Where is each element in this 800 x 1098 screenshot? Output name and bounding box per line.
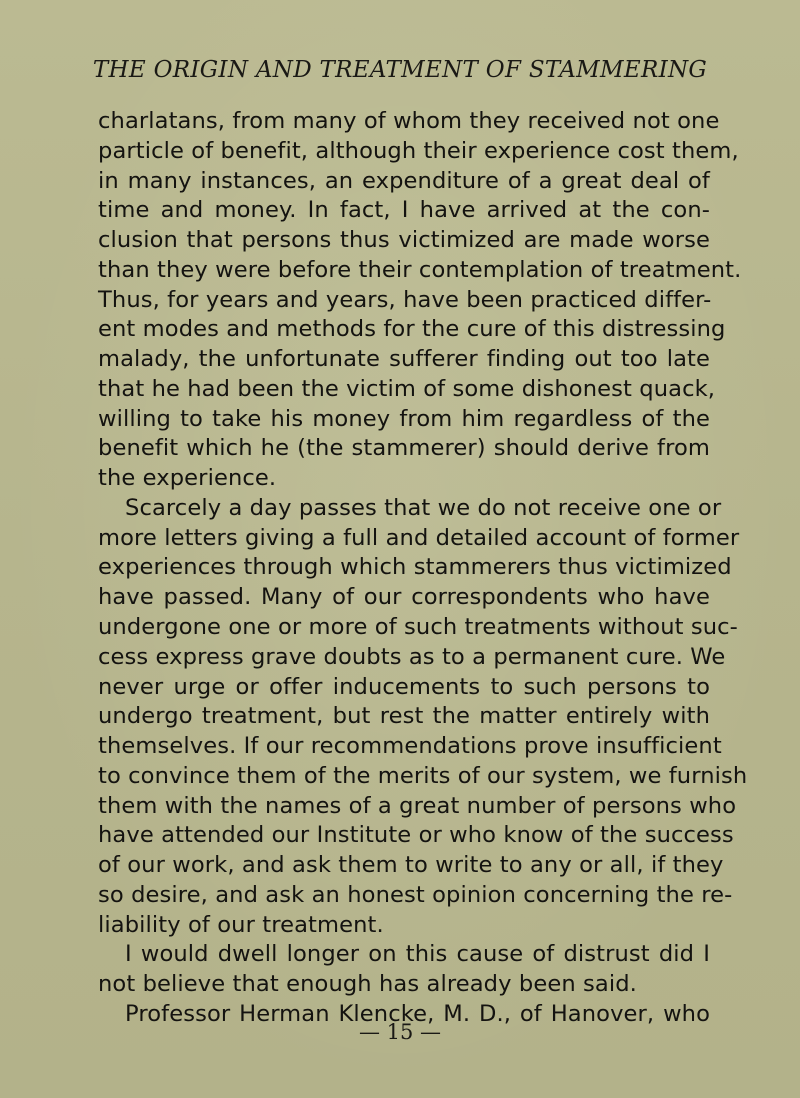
text-line: undergone one or more of such treatments without suc-: [98, 614, 738, 641]
text-line: them with the names of a great number of persons who: [98, 792, 737, 819]
text-line: willing to take his money from him regardless of the: [98, 405, 710, 432]
text-line: have attended our Institute or who know of the success: [98, 822, 734, 849]
text-line: so desire, and ask an honest opinion concerning the re-: [98, 881, 733, 908]
text-line: cess express grave doubts as to a permanent cure. We: [98, 643, 726, 670]
text-line: experiences through which stammerers thus victimized: [98, 554, 732, 581]
text-line: more letters giving a full and detailed account of former: [98, 524, 740, 551]
body-text: [98, 107, 748, 1030]
text-line: of our work, and ask them to write to any or all, if they: [98, 852, 724, 879]
text-line: Thus, for years and years, have been practiced differ-: [98, 286, 712, 313]
text-line: benefit which he (the stammerer) should derive from: [98, 435, 710, 462]
running-head: THE ORIGIN AND TREATMENT OF STAMMERING: [92, 57, 708, 83]
text-line: to convince them of the merits of our system, we furnish: [98, 762, 748, 789]
text-line: Scarcely a day passes that we do not receive one or: [125, 494, 722, 521]
text-line: have passed. Many of our correspondents who have: [98, 584, 710, 611]
text-line: undergo treatment, but rest the matter entirely with: [98, 703, 710, 730]
text-line: time and money. In fact, I have arrived at the con-: [98, 197, 710, 224]
text-line: the experience.: [98, 465, 277, 492]
text-line: than they were before their contemplation of treatment.: [98, 256, 742, 283]
text-line: malady, the unfortunate sufferer finding out too late: [98, 346, 710, 373]
text-line: I would dwell longer on this cause of distrust did I: [125, 941, 710, 968]
text-line: Professor Herman Klencke, M. D., of Hanover, who: [125, 1000, 710, 1027]
text-line: that he had been the victim of some dishonest quack,: [98, 375, 716, 402]
text-line: clusion that persons thus victimized are made worse: [98, 227, 710, 254]
text-line: not believe that enough has already been said.: [98, 971, 637, 998]
text-line: liability of our treatment.: [98, 911, 384, 938]
text-line: in many instances, an expenditure of a great deal of: [98, 167, 710, 194]
text-line: particle of benefit, although their experience cost them,: [98, 137, 739, 164]
text-line: never urge or offer inducements to such persons to: [98, 673, 710, 700]
page-number: — 15 —: [358, 1020, 442, 1044]
text-line: ent modes and methods for the cure of this distressing: [98, 316, 726, 343]
text-line: themselves. If our recommendations prove insufficient: [98, 733, 722, 760]
text-line: charlatans, from many of whom they received not one: [98, 108, 720, 134]
